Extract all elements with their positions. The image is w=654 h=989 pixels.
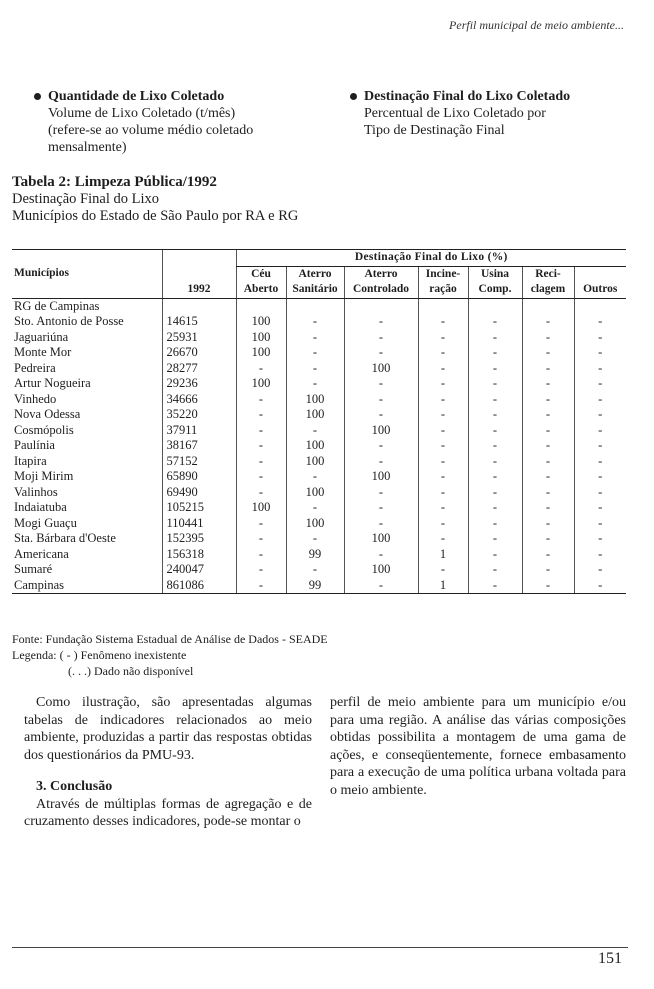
header-col-outros xyxy=(574,266,626,282)
cell-ctrl: - xyxy=(344,438,418,454)
cell-inc: - xyxy=(418,376,468,392)
municipio-name: Sumaré xyxy=(14,562,53,576)
cell-outros: - xyxy=(574,454,626,470)
cell-usina: - xyxy=(468,438,522,454)
municipio-name: Vinhedo xyxy=(14,391,57,406)
header-col-usina-2: Comp. xyxy=(468,282,522,298)
cell-outros: - xyxy=(574,485,626,501)
cell-usina: - xyxy=(468,407,522,423)
cell-ctrl: - xyxy=(344,392,418,408)
value-1992: 156318 xyxy=(162,547,236,563)
header-col-incineracao: Incine- xyxy=(418,266,468,282)
cell-usina: - xyxy=(468,500,522,516)
table-subtitle: Destinação Final do Lixo xyxy=(12,191,159,207)
cell-reci: - xyxy=(522,438,574,454)
cell-outros: - xyxy=(574,361,626,377)
municipio-name: Cosmópolis xyxy=(14,422,74,437)
page-number: 151 xyxy=(598,950,622,967)
table-row xyxy=(12,345,626,361)
value-1992: 34666 xyxy=(162,392,236,408)
table-row xyxy=(12,547,626,563)
cell-outros: - xyxy=(574,407,626,423)
cell-ceu: - xyxy=(236,392,286,408)
cell-outros: - xyxy=(574,578,626,594)
cell-outros: - xyxy=(574,330,626,346)
cell-outros: - xyxy=(574,376,626,392)
cell-ceu: - xyxy=(236,454,286,470)
value-1992: 38167 xyxy=(162,438,236,454)
table-row xyxy=(12,423,626,439)
value-1992: 26670 xyxy=(162,345,236,361)
header-col-controlado-2: Controlado xyxy=(344,282,418,298)
empty-cell xyxy=(344,298,418,314)
table-row xyxy=(12,330,626,346)
cell-outros: - xyxy=(574,345,626,361)
header-spacer xyxy=(12,282,162,298)
header-col-outros-2: Outros xyxy=(574,282,626,298)
cell-reci: - xyxy=(522,392,574,408)
cell-outros: - xyxy=(574,469,626,485)
value-1992: 65890 xyxy=(162,469,236,485)
cell-usina: - xyxy=(468,345,522,361)
municipio-name: Nova Odessa xyxy=(14,407,81,421)
value-1992: 110441 xyxy=(162,516,236,532)
cell-usina: - xyxy=(468,547,522,563)
municipio-name: Sto. Antonio de Posse xyxy=(14,314,124,328)
table-row xyxy=(12,516,626,532)
cell-san: 99 xyxy=(286,547,344,563)
footnote-fonte: Fonte: Fundação Sistema Estadual de Análise de Dados - SEADE xyxy=(12,632,328,646)
cell-usina: - xyxy=(468,376,522,392)
bullet-title-destinacao: Destinação Final do Lixo Coletado xyxy=(350,88,630,105)
cell-san: 100 xyxy=(286,454,344,470)
cell-ceu: - xyxy=(236,516,286,532)
municipio-name: Sta. Bárbara d'Oeste xyxy=(14,531,116,545)
bullet-quantidade xyxy=(34,88,324,156)
cell-reci: - xyxy=(522,376,574,392)
cell-usina: - xyxy=(468,314,522,330)
cell-inc: - xyxy=(418,531,468,547)
bottom-rule xyxy=(12,947,628,948)
empty-cell xyxy=(574,298,626,314)
bullet-destinacao xyxy=(350,88,630,139)
municipio-name: Campinas xyxy=(12,578,162,594)
cell-ctrl: 100 xyxy=(344,531,418,547)
cell-ctrl: - xyxy=(344,485,418,501)
cell-reci: - xyxy=(522,314,574,330)
cell-san: - xyxy=(286,314,344,330)
municipio-name: Moji Mirim xyxy=(14,469,74,483)
value-1992: 14615 xyxy=(162,314,236,330)
cell-reci: - xyxy=(522,469,574,485)
value-1992: 152395 xyxy=(162,531,236,547)
cell-san: - xyxy=(286,361,344,377)
cell-ctrl: - xyxy=(344,547,418,563)
value-1992: 37911 xyxy=(162,423,236,439)
cell-usina: - xyxy=(468,361,522,377)
cell-outros: - xyxy=(574,547,626,563)
cell-ctrl: 100 xyxy=(344,423,418,439)
municipio-name: Indaiatuba xyxy=(14,500,67,514)
table-row xyxy=(12,562,626,578)
cell-ceu: - xyxy=(236,361,286,377)
table-caption xyxy=(12,174,298,225)
header-spacer xyxy=(162,266,236,282)
cell-san: 100 xyxy=(286,392,344,408)
table-row xyxy=(12,531,626,547)
cell-ctrl: 100 xyxy=(344,469,418,485)
cell-reci: - xyxy=(522,345,574,361)
header-col-sanitario: Aterro xyxy=(286,266,344,282)
cell-reci: - xyxy=(522,500,574,516)
header-col-ceu: Céu xyxy=(236,266,286,282)
value-1992: 29236 xyxy=(162,376,236,392)
cell-ctrl: - xyxy=(344,376,418,392)
section-title: 3. Conclusão xyxy=(36,779,113,794)
cell-ceu: - xyxy=(236,438,286,454)
running-head: Perfil municipal de meio ambiente... xyxy=(449,18,624,32)
table-row xyxy=(12,469,626,485)
cell-inc: - xyxy=(418,562,468,578)
cell-inc: - xyxy=(418,330,468,346)
bullet-dot-icon xyxy=(350,93,357,100)
cell-usina: - xyxy=(468,485,522,501)
cell-ctrl: - xyxy=(344,314,418,330)
cell-reci: - xyxy=(522,423,574,439)
cell-inc: - xyxy=(418,345,468,361)
cell-san: - xyxy=(286,345,344,361)
footnote-legenda: Legenda: ( - ) Fenômeno inexistente xyxy=(12,648,187,662)
cell-san: - xyxy=(286,562,344,578)
header-municipios: Municípios xyxy=(14,267,69,280)
body-column-left xyxy=(24,694,312,831)
header-col-incineracao-2: ração xyxy=(418,282,468,298)
value-1992: 861086 xyxy=(162,578,236,594)
value-1992: 240047 xyxy=(162,562,236,578)
cell-ceu: - xyxy=(236,469,286,485)
cell-san: 100 xyxy=(286,407,344,423)
cell-usina: - xyxy=(468,531,522,547)
table-row xyxy=(12,314,626,330)
cell-san: - xyxy=(286,376,344,392)
cell-san: 100 xyxy=(286,485,344,501)
cell-inc: - xyxy=(418,392,468,408)
cell-reci: - xyxy=(522,531,574,547)
municipio-name: Jaguariúna xyxy=(14,329,69,344)
bullet-line: mensalmente) xyxy=(48,140,127,155)
header-destinacao: Destinação Final do Lixo (%) xyxy=(236,250,626,267)
cell-inc: - xyxy=(418,361,468,377)
cell-inc: - xyxy=(418,314,468,330)
cell-san: 99 xyxy=(286,578,344,594)
value-1992: 69490 xyxy=(162,485,236,501)
cell-outros: - xyxy=(574,562,626,578)
table-row xyxy=(12,485,626,501)
cell-ceu: - xyxy=(236,578,286,594)
cell-outros: - xyxy=(574,392,626,408)
cell-ctrl: - xyxy=(344,330,418,346)
cell-inc: - xyxy=(418,485,468,501)
footnote-legenda-2: (. . .) Dado não disponível xyxy=(68,664,194,678)
body-paragraph: Através de múltiplas formas de agregação e de cruzamento desses indicadores, pode-se montar o xyxy=(24,796,312,829)
cell-usina: - xyxy=(468,423,522,439)
cell-reci: - xyxy=(522,562,574,578)
table-row xyxy=(12,438,626,454)
region-label: RG de Campinas xyxy=(14,298,100,313)
cell-inc: - xyxy=(418,469,468,485)
municipio-name: Mogi Guaçu xyxy=(14,515,77,530)
table-row xyxy=(12,361,626,377)
cell-ceu: - xyxy=(236,485,286,501)
cell-inc: - xyxy=(418,438,468,454)
cell-reci: - xyxy=(522,547,574,563)
cell-ceu: 100 xyxy=(236,376,286,392)
header-col-controlado: Aterro xyxy=(344,266,418,282)
cell-usina: - xyxy=(468,469,522,485)
cell-usina: - xyxy=(468,562,522,578)
cell-outros: - xyxy=(574,516,626,532)
cell-ctrl: 100 xyxy=(344,562,418,578)
cell-ceu: 100 xyxy=(236,345,286,361)
body-paragraph: Como ilustração, são apresentadas algumas tabelas de indicadores relacionados ao meio ambiente, produzidas a partir das respostas obtidas dos questionários da PMU-93. xyxy=(24,695,312,763)
empty-cell xyxy=(522,298,574,314)
municipio-name: Americana xyxy=(14,546,69,561)
cell-san: - xyxy=(286,531,344,547)
body-paragraph: perfil de meio ambiente para um município e/ou para uma região. A análise das várias composições obtidas possibilita a montagem de uma gama de ações, e conseqüentemente, fornece embasamento para a execução de uma política urbana voltada para o meio ambiente. xyxy=(330,695,626,798)
table-row xyxy=(12,454,626,470)
cell-ceu: - xyxy=(236,407,286,423)
cell-inc: - xyxy=(418,500,468,516)
table-subtitle: Municípios do Estado de São Paulo por RA e RG xyxy=(12,208,299,224)
body-column-right xyxy=(330,694,626,799)
cell-ceu: - xyxy=(236,547,286,563)
cell-san: - xyxy=(286,423,344,439)
cell-ceu: 100 xyxy=(236,500,286,516)
cell-ctrl: - xyxy=(344,454,418,470)
cell-outros: - xyxy=(574,423,626,439)
cell-inc: 1 xyxy=(418,578,468,594)
cell-ctrl: - xyxy=(344,578,418,594)
bullet-dot-icon xyxy=(34,93,41,100)
cell-ceu: 100 xyxy=(236,330,286,346)
bullet-line: (refere-se ao volume médio coletado xyxy=(48,123,254,138)
cell-reci: - xyxy=(522,361,574,377)
empty-cell xyxy=(162,298,236,314)
cell-outros: - xyxy=(574,438,626,454)
cell-inc: - xyxy=(418,407,468,423)
cell-san: - xyxy=(286,500,344,516)
table-row xyxy=(12,376,626,392)
municipio-name: Monte Mor xyxy=(14,345,72,359)
cell-san: 100 xyxy=(286,516,344,532)
header-col-reciclagem: Reci- xyxy=(522,266,574,282)
empty-cell xyxy=(468,298,522,314)
cell-reci: - xyxy=(522,330,574,346)
cell-usina: - xyxy=(468,454,522,470)
cell-reci: - xyxy=(522,454,574,470)
cell-ceu: - xyxy=(236,423,286,439)
cell-inc: - xyxy=(418,423,468,439)
header-year: 1992 xyxy=(162,282,236,298)
cell-usina: - xyxy=(468,516,522,532)
cell-san: 100 xyxy=(286,438,344,454)
cell-outros: - xyxy=(574,531,626,547)
cell-san: - xyxy=(286,330,344,346)
cell-ctrl: - xyxy=(344,407,418,423)
cell-reci: - xyxy=(522,407,574,423)
cell-ctrl: - xyxy=(344,500,418,516)
data-table xyxy=(12,249,626,594)
header-col-sanitario-2: Sanitário xyxy=(286,282,344,298)
cell-ceu: - xyxy=(236,531,286,547)
cell-ctrl: - xyxy=(344,345,418,361)
cell-usina: - xyxy=(468,392,522,408)
header-spacer xyxy=(12,250,162,267)
table-row xyxy=(12,407,626,423)
table-title: Tabela 2: Limpeza Pública/1992 xyxy=(12,174,217,190)
cell-ceu: 100 xyxy=(236,314,286,330)
cell-outros: - xyxy=(574,500,626,516)
value-1992: 57152 xyxy=(162,454,236,470)
cell-ctrl: - xyxy=(344,516,418,532)
municipio-name: Paulínia xyxy=(14,438,55,452)
cell-ceu: - xyxy=(236,562,286,578)
municipio-name: Valinhos xyxy=(14,484,58,499)
table-row xyxy=(12,500,626,516)
cell-inc: 1 xyxy=(418,547,468,563)
cell-usina: - xyxy=(468,330,522,346)
municipio-name: Pedreira xyxy=(14,360,56,375)
empty-cell xyxy=(418,298,468,314)
cell-usina: - xyxy=(468,578,522,594)
table-row xyxy=(12,578,626,594)
header-col-usina: Usina xyxy=(468,266,522,282)
cell-inc: - xyxy=(418,516,468,532)
header-spacer xyxy=(162,250,236,267)
value-1992: 105215 xyxy=(162,500,236,516)
value-1992: 35220 xyxy=(162,407,236,423)
bullet-line: Percentual de Lixo Coletado por xyxy=(364,106,546,121)
cell-outros: - xyxy=(574,314,626,330)
cell-reci: - xyxy=(522,578,574,594)
bullet-title-quantidade: Quantidade de Lixo Coletado xyxy=(34,88,324,105)
table-row xyxy=(12,392,626,408)
cell-ctrl: 100 xyxy=(344,361,418,377)
bullet-line: Tipo de Destinação Final xyxy=(364,123,505,138)
cell-inc: - xyxy=(418,454,468,470)
empty-cell xyxy=(236,298,286,314)
empty-cell xyxy=(286,298,344,314)
municipio-name: Itapira xyxy=(14,453,47,468)
municipio-name: Artur Nogueira xyxy=(14,376,91,390)
cell-reci: - xyxy=(522,516,574,532)
bullet-line: Volume de Lixo Coletado (t/mês) xyxy=(48,106,236,121)
cell-reci: - xyxy=(522,485,574,501)
cell-san: - xyxy=(286,469,344,485)
header-col-reciclagem-2: clagem xyxy=(522,282,574,298)
value-1992: 28277 xyxy=(162,361,236,377)
header-col-ceu-2: Aberto xyxy=(236,282,286,298)
value-1992: 25931 xyxy=(162,330,236,346)
